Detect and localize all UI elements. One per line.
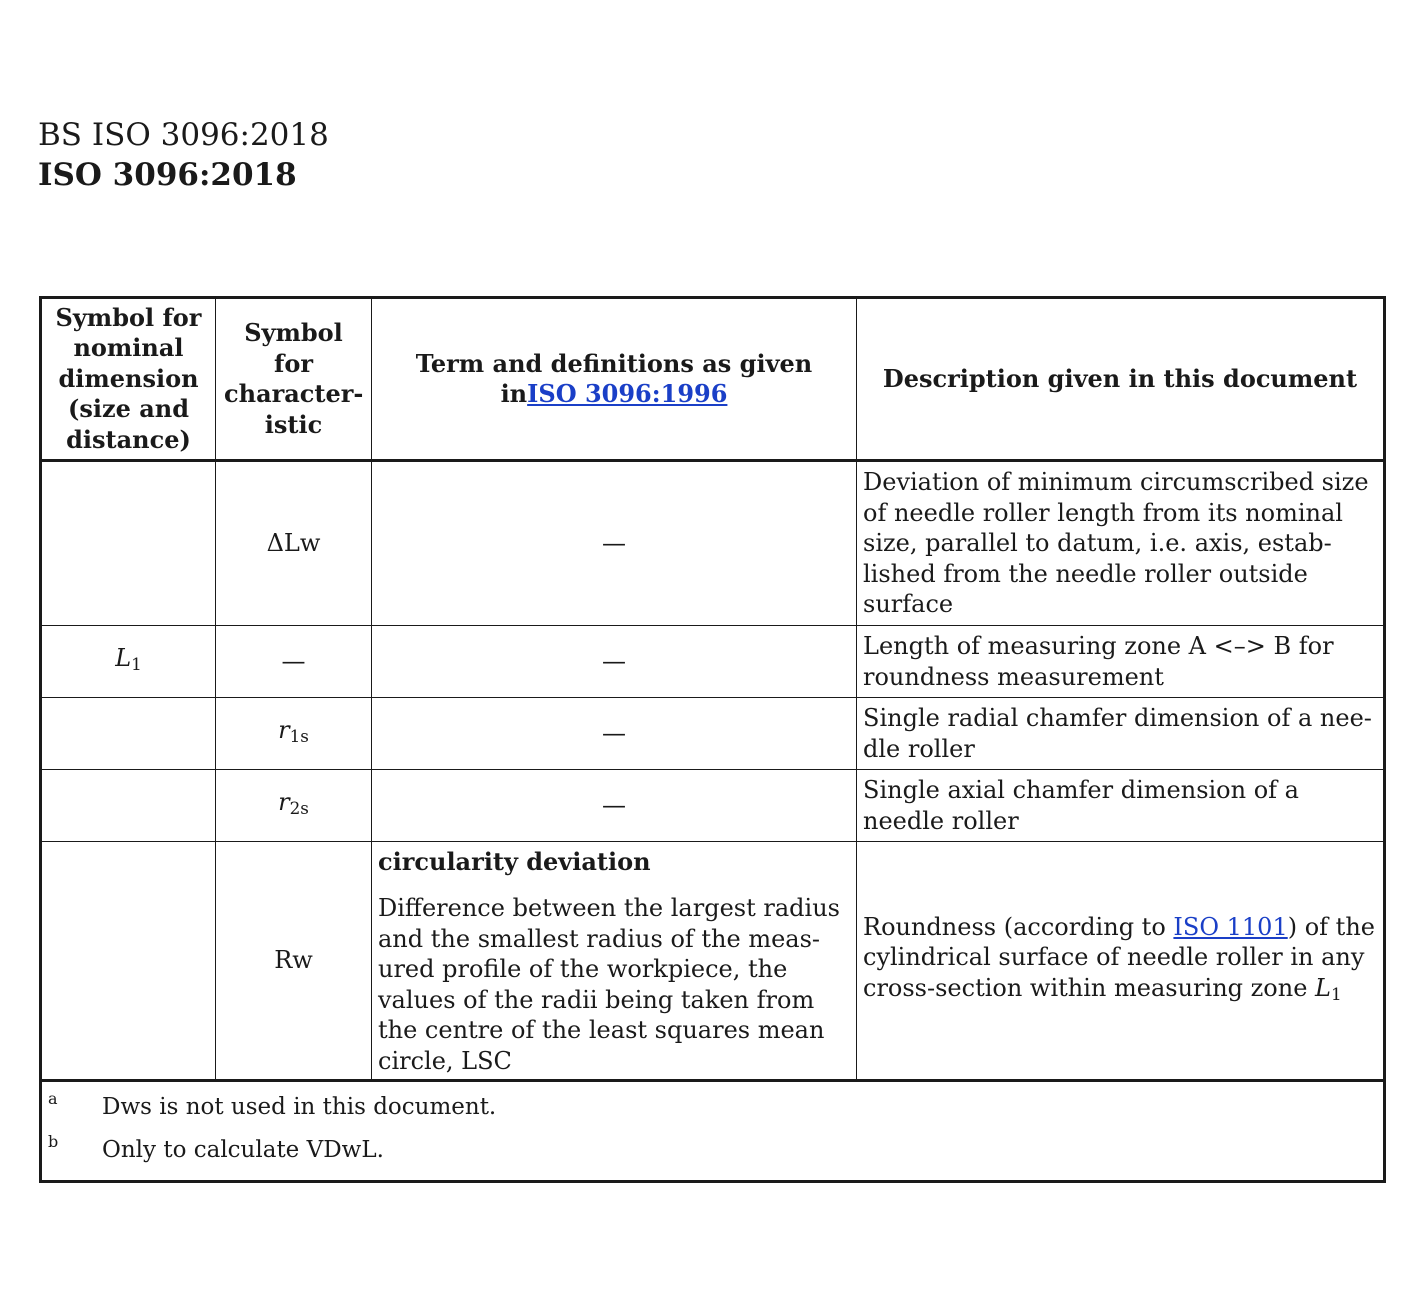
description-cell: Single axial chamfer dimension of a needle roller (857, 770, 1385, 842)
footnote-mark: b (48, 1132, 59, 1151)
table-row (41, 770, 1385, 842)
document-header (38, 116, 329, 196)
characteristic-symbol: r (278, 788, 290, 817)
table-row (41, 626, 1385, 698)
nominal-symbol: L (115, 644, 132, 673)
term-cell: — (372, 461, 857, 626)
description-cell: Deviation of minimum circumscribed size of needle roller length from its nominal size, parallel to datum, i.e. axis, estab-lished from the needle roller outside surface (857, 461, 1385, 626)
characteristic-cell: — (216, 626, 372, 698)
characteristic-cell: Rw (216, 842, 372, 1081)
description-cell (857, 842, 1385, 1081)
description-suffix: ) of the cylindrical surface of needle roller in any cross-section within measuring zone (863, 912, 1375, 1002)
footnotes-cell (41, 1081, 1385, 1182)
header-term-definitions (372, 298, 857, 461)
nominal-cell (41, 698, 216, 770)
table-row (41, 842, 1385, 1081)
term-definition: Difference between the largest radius and the smallest radius of the meas-ured profile of the workpiece, the values of the radii being taken from the centre of the least squares mean circle, LSC (378, 894, 840, 1075)
nominal-cell (41, 770, 216, 842)
footnote-mark: a (48, 1089, 58, 1108)
iso-3096-1996-link[interactable]: ISO 3096:1996 (527, 379, 728, 408)
term-title: circularity deviation (378, 846, 651, 876)
table-header-row (41, 298, 1385, 461)
description-variable: L (1315, 973, 1331, 1002)
symbols-table (39, 296, 1386, 1183)
standard-number: ISO 3096:2018 (38, 157, 297, 193)
term-cell: — (372, 770, 857, 842)
header-term-text: Term and definitions as given in (415, 348, 813, 408)
footnote-a (42, 1086, 1383, 1129)
term-cell: — (372, 626, 857, 698)
description-prefix: Roundness (according to (863, 912, 1174, 941)
header-description: Description given in this document (857, 298, 1385, 461)
header-nominal-symbol: Symbol for nominal dimension (size and distance) (41, 298, 216, 461)
nominal-cell (41, 842, 216, 1081)
header-characteristic-symbol: Symbol for character-istic (216, 298, 372, 461)
standard-designation: BS ISO 3096:2018 (38, 117, 329, 153)
characteristic-cell (216, 698, 372, 770)
table-row (41, 461, 1385, 626)
table-row (41, 698, 1385, 770)
footnotes-row (41, 1081, 1385, 1182)
nominal-cell (41, 626, 216, 698)
footnote-text: Only to calculate VDwL. (102, 1137, 384, 1163)
characteristic-symbol: r (278, 716, 290, 745)
description-cell: Single radial chamfer dimension of a nee-dle roller (857, 698, 1385, 770)
term-cell (372, 842, 857, 1081)
characteristic-cell (216, 770, 372, 842)
nominal-symbol-subscript: 1 (131, 654, 142, 675)
characteristic-symbol-subscript: 2s (289, 798, 309, 819)
description-variable-subscript: 1 (1330, 983, 1342, 1004)
footnote-b (42, 1129, 1383, 1172)
description-cell: Length of measuring zone A <–> B for roundness measurement (857, 626, 1385, 698)
nominal-cell (41, 461, 216, 626)
characteristic-cell: ΔLw (216, 461, 372, 626)
characteristic-symbol-subscript: 1s (289, 726, 309, 747)
footnote-text: Dws is not used in this document. (102, 1094, 497, 1120)
term-cell: — (372, 698, 857, 770)
iso-1101-link[interactable]: ISO 1101 (1173, 912, 1288, 941)
